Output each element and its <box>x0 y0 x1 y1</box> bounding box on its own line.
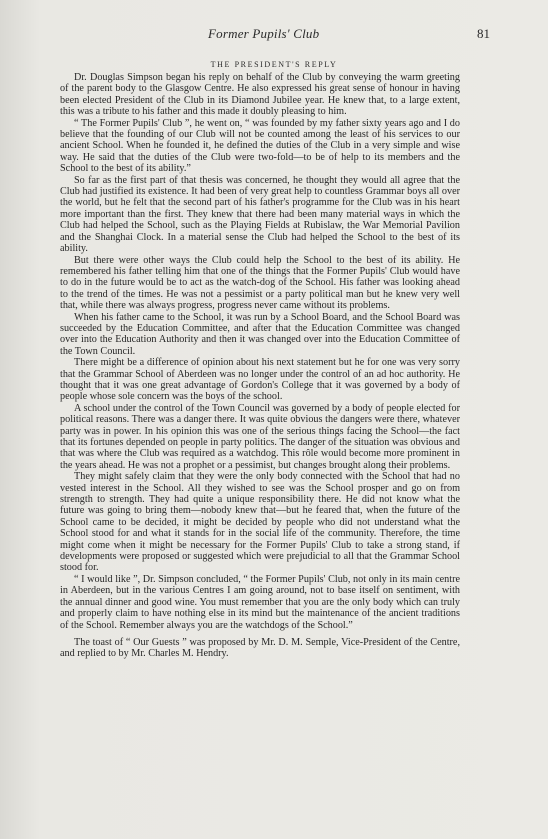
closing-paragraph: The toast of “ Our Guests ” was proposed by Mr. D. M. Semple, Vice-President of the Centre, and replied to by Mr. Charles M. Hendry. <box>60 636 460 660</box>
page-header <box>80 26 490 44</box>
paragraph: They might safely claim that they were the only body connected with the School that had no vested interest in the School. All they wished to see was the School prosper and go on from strength to strength. They had quite a unique responsibility there. He did not know what the future was going to bring them—nobody knew that—but he feared that, when the future of the School came to be decided, it might be decided by people who did not understand what the School stood for and what it stands for in the social life of the community. Therefore, the time might come when it might be necessary for the Former Pupils' Club to take a strong stand, if developments were proposed or suggested which were prejudicial to all that the Grammar School stood for. <box>60 471 460 574</box>
paragraph: “ The Former Pupils' Club ”, he went on, “ was founded by my father sixty years ago and I do believe that the founding of our Club will not be counted among the least of his services to our ancient School. When he founded it, he defined the duties of the Club in a very simple and wise way. He said that the duties of the Club were two-fold—to be of help to its members and the School to the best of its ability.” <box>60 117 460 175</box>
article-body <box>60 72 460 660</box>
section-title: THE PRESIDENT'S REPLY <box>210 60 338 69</box>
paragraph: There might be a difference of opinion about his next statement but he for one was very sorry that the Grammar School of Aberdeen was no longer under the control of an ad hoc authority. He thought that it was one great advantage of Gordon's College that it was governed by a body of people whose sole concern was the boys of the school. <box>60 357 460 403</box>
paragraph: “ I would like ”, Dr. Simpson concluded, “ the Former Pupils' Club, not only in its main centre in Aberdeen, but in the various Centres I am going around, not to base itself on sentiment, with the annual dinner and good wine. You must remember that you are the only body which can truly and properly claim to have nothing else in its mind but the maintenance of the ancient traditions of the School. Remember always you are the watchdogs of the School.” <box>60 573 460 631</box>
paragraph: So far as the first part of that thesis was concerned, he thought they would all agree that the Club had justified its existence. It had been of very great help to countless Grammar boys all over the world, but he felt that the second part of his father's programme for the Club was in his heart more important than the first. They knew that there had been many material ways in which the Club had helped the School, such as the Playing Fields at Rubislaw, the War Memorial Pavilion and the Shanghai Clock. In a material sense the Club had helped the School to the best of its ability. <box>60 174 460 255</box>
paragraph: When his father came to the School, it was run by a School Board, and the School Board was succeeded by the Education Committee, and after that the Education Committee was changed over into the Education Authority and then it was changed over into the Education Committee of the Town Council. <box>60 311 460 357</box>
paragraph: But there were other ways the Club could help the School to the best of its ability. He remembered his father telling him that one of the things that the Former Pupils' Club would have to do in the future would be to act as the watch-dog of the School. His father was looking ahead to the trend of the times. He was not a pessimist or a party political man but he knew very well that, while there was always progress, progress never came without its problems. <box>60 254 460 312</box>
paragraph: Dr. Douglas Simpson began his reply on behalf of the Club by conveying the warm greeting of the parent body to the Glasgow Centre. He also expressed his great sense of honour in having been elected President of the Club in its Diamond Jubilee year. He knew that, to a large extent, this was a tribute to his father and this made it doubly pleasing to him. <box>60 72 460 118</box>
paragraph: A school under the control of the Town Council was governed by a body of people elected for political reasons. There was a danger there. It was quite obvious the dangers were there, whatever party was in power. In his opinion this was one of the serious things facing the School—the fact that its fortunes depended on people in party politics. The danger of the situation was obvious and that was where the Club was required as a watchdog. This rôle would become more prominent in the years ahead. He was not a prophet or a pessimist, but changes brought along their problems. <box>60 402 460 471</box>
running-title: Former Pupils' Club <box>208 26 320 41</box>
page-number: 81 <box>477 26 490 41</box>
